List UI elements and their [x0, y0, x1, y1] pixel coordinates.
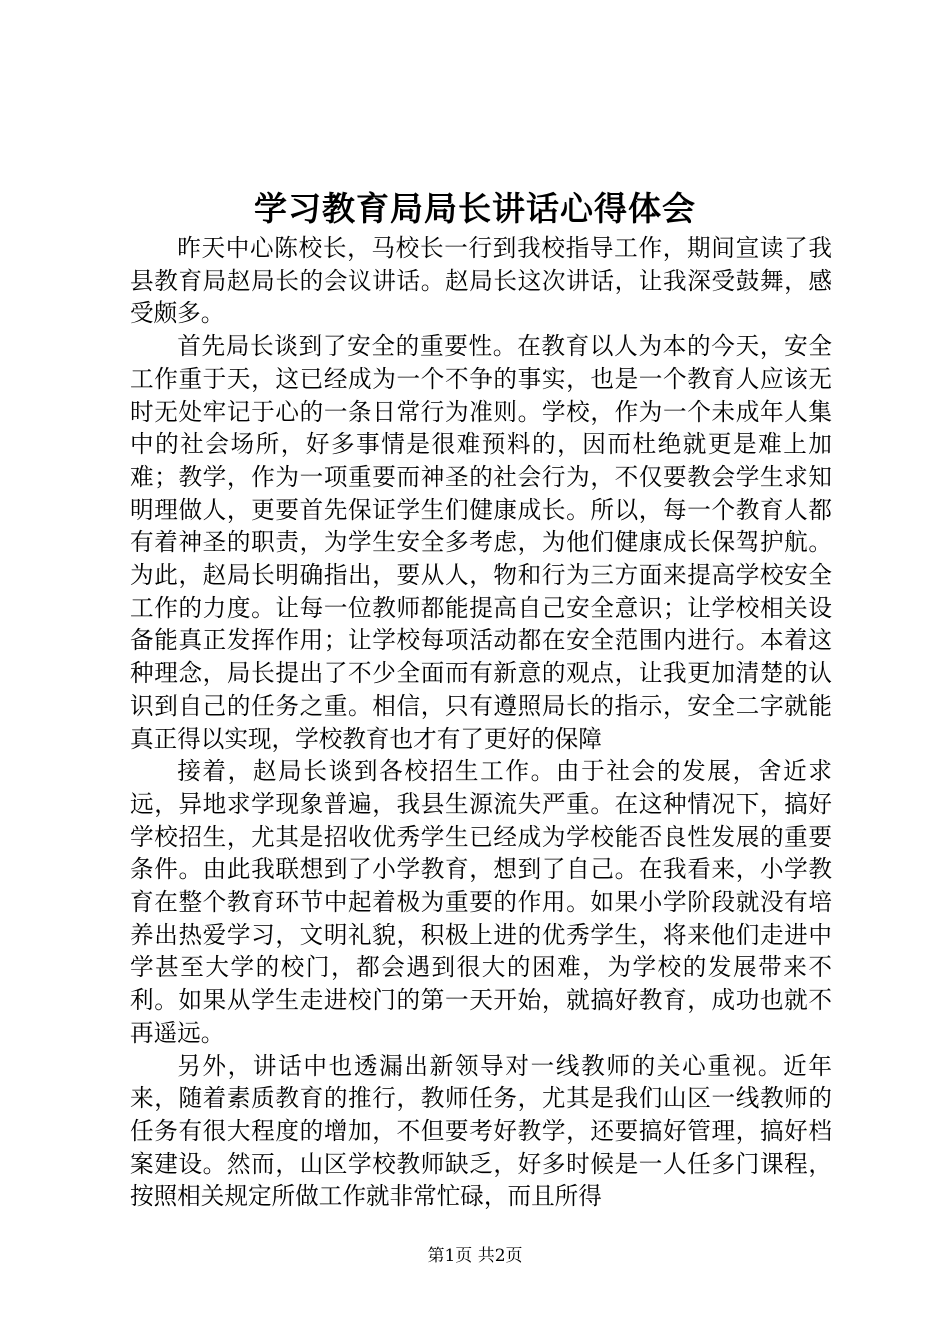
- paragraph-2: 首先局长谈到了安全的重要性。在教育以人为本的今天，安全工作重于天，这已经成为一个不争的事实，也是一个教育人应该无时无处牢记于心的一条日常行为准则。学校，作为一个未成年人集中的社会场所，好多事情是很难预料的，因而杜绝就更是难上加难；教学，作为一项重要而神圣的社会行为，不仅要教会学生求知明理做人，更要首先保证学生们健康成长。所以，每一个教育人都有着神圣的职责，为学生安全多考虑，为他们健康成长保驾护航。为此，赵局长明确指出，要从人，物和行为三方面来提高学校安全工作的力度。让每一位教师都能提高自己安全意识；让学校相关设备能真正发挥作用；让学校每项活动都在安全范围内进行。本着这种理念，局长提出了不少全面而有新意的观点，让我更加清楚的认识到自己的任务之重。相信，只有遵照局长的指示，安全二字就能真正得以实现，学校教育也才有了更好的保障: [130, 332, 832, 753]
- paragraph-1: 昨天中心陈校长，马校长一行到我校指导工作，期间宣读了我县教育局赵局长的会议讲话。赵局长这次讲话，让我深受鼓舞，感受颇多。: [130, 234, 832, 328]
- paragraph-4: 另外，讲话中也透漏出新领导对一线教师的关心重视。近年来，随着素质教育的推行，教师任务，尤其是我们山区一线教师的任务有很大程度的增加，不但要考好教学，还要搞好管理，搞好档案建设。然而，山区学校教师缺乏，好多时候是一人任多门课程，按照相关规定所做工作就非常忙碌，而且所得: [130, 1051, 832, 1211]
- document-title: 学习教育局局长讲话心得体会: [254, 189, 696, 228]
- page-number-footer: 第1页 共2页: [427, 1246, 523, 1266]
- paragraph-3: 接着，赵局长谈到各校招生工作。由于社会的发展，舍近求远，异地求学现象普遍，我县生源流失严重。在这种情况下，搞好学校招生，尤其是招收优秀学生已经成为学校能否良性发展的重要条件。由此我联想到了小学教育，想到了自己。在我看来，小学教育在整个教育环节中起着极为重要的作用。如果小学阶段就没有培养出热爱学习，文明礼貌，积极上进的优秀学生，将来他们走进中学甚至大学的校门，都会遇到很大的困难，为学校的发展带来不利。如果从学生走进校门的第一天开始，就搞好教育，成功也就不再遥远。: [130, 757, 832, 1047]
- document-body: [130, 232, 832, 1213]
